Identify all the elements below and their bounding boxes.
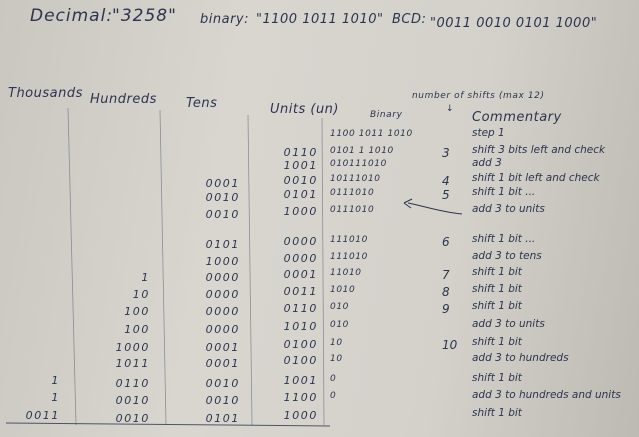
cell-un: 0010 <box>283 174 318 187</box>
cell-un: 1010 <box>283 320 318 333</box>
cell-bi: 010 <box>330 302 349 312</box>
cell-te: 0001 <box>205 341 240 354</box>
cell-bi: 0101 1 1010 <box>330 146 394 156</box>
cell-cm: add 3 to tens <box>472 250 542 262</box>
cell-te: 0010 <box>205 208 240 221</box>
cell-te: 0000 <box>205 288 240 301</box>
cell-te: 0000 <box>205 271 240 284</box>
cell-hu: 100 <box>124 323 150 336</box>
cell-sh: 5 <box>442 188 450 202</box>
cell-th: 0011 <box>25 409 60 422</box>
cell-un: 0110 <box>283 302 318 315</box>
decimal-label: Decimal: <box>30 6 114 26</box>
cell-th: 1 <box>51 374 60 387</box>
cell-te: 0000 <box>205 305 240 318</box>
col-binary: Binary <box>370 110 403 120</box>
col-hundreds: Hundreds <box>90 92 157 107</box>
col-shifts-arrow: ↓ <box>446 104 455 114</box>
cell-cm: shift 1 bit <box>472 283 522 295</box>
cell-bi: 0111010 <box>330 205 375 215</box>
cell-bi: 10111010 <box>330 174 381 184</box>
binary-value: "1100 1011 1010" <box>256 12 384 27</box>
cell-hu: 1000 <box>115 341 150 354</box>
cell-cm: shift 1 bit <box>472 336 522 348</box>
cell-cm: add 3 to units <box>472 318 545 330</box>
cell-cm: add 3 to hundreds and units <box>472 389 621 401</box>
cell-cm: shift 1 bit <box>472 300 522 312</box>
cell-hu: 100 <box>124 305 150 318</box>
cell-sh: 7 <box>442 268 450 282</box>
cell-un: 0101 <box>283 188 318 201</box>
cell-un: 1100 <box>283 391 318 404</box>
cell-un: 0001 <box>283 268 318 281</box>
cell-hu: 0010 <box>115 412 150 425</box>
cell-bi: 111010 <box>330 235 368 245</box>
cell-cm: step 1 <box>472 127 505 139</box>
cell-cm: add 3 <box>472 157 502 169</box>
cell-th: 1 <box>51 391 60 404</box>
cell-bi: 111010 <box>330 252 368 262</box>
cell-cm: add 3 to hundreds <box>472 352 569 364</box>
cell-bi: 0111010 <box>330 188 375 198</box>
decimal-value: "3258" <box>112 6 177 26</box>
cell-sh: 9 <box>442 302 450 316</box>
cell-bi: 10 <box>330 354 343 364</box>
cell-un: 1001 <box>283 159 318 172</box>
cell-un: 0000 <box>283 235 318 248</box>
col-shifts: number of shifts (max 12) <box>412 91 545 101</box>
cell-cm: shift 1 bit <box>472 266 522 278</box>
cell-cm: add 3 to units <box>472 203 545 215</box>
cell-sh: 6 <box>442 235 450 249</box>
cell-cm: shift 1 bit left and check <box>472 172 600 184</box>
cell-un: 0000 <box>283 252 318 265</box>
cell-un: 1000 <box>283 409 318 422</box>
cell-hu: 0010 <box>115 394 150 407</box>
cell-bi: 1100 1011 1010 <box>330 129 413 139</box>
cell-un: 0100 <box>283 354 318 367</box>
cell-te: 0010 <box>205 377 240 390</box>
bcd-value: "0011 0010 0101 1000" <box>430 16 598 31</box>
cell-cm: shift 1 bit ... <box>472 233 536 245</box>
cell-un: 1001 <box>283 374 318 387</box>
cell-te: 0010 <box>205 191 240 204</box>
col-thousands: Thousands <box>8 86 83 101</box>
binary-label: binary: <box>200 12 249 27</box>
bcd-label: BCD: <box>392 12 427 27</box>
cell-hu: 1011 <box>115 357 150 370</box>
cell-cm: shift 1 bit <box>472 407 522 419</box>
cell-sh: 8 <box>442 285 450 299</box>
cell-un: 0011 <box>283 285 318 298</box>
cell-un: 0110 <box>283 146 318 159</box>
cell-te: 0001 <box>205 177 240 190</box>
cell-bi: 010111010 <box>330 159 387 169</box>
cell-bi: 010 <box>330 320 349 330</box>
cell-bi: 10 <box>330 338 343 348</box>
col-units: Units (un) <box>270 102 339 117</box>
cell-bi: 1010 <box>330 285 356 295</box>
cell-te: 0101 <box>205 238 240 251</box>
cell-hu: 10 <box>132 288 150 301</box>
cell-un: 0100 <box>283 338 318 351</box>
cell-un: 1000 <box>283 205 318 218</box>
cell-hu: 0110 <box>115 377 150 390</box>
col-tens: Tens <box>186 96 218 111</box>
cell-cm: shift 1 bit ... <box>472 186 536 198</box>
cell-sh: 4 <box>442 174 450 188</box>
cell-bi: 0 <box>330 374 337 384</box>
cell-bi: 0 <box>330 391 337 401</box>
col-commentary: Commentary <box>472 110 562 125</box>
cell-te: 0010 <box>205 394 240 407</box>
cell-sh: 10 <box>442 338 458 352</box>
cell-hu: 1 <box>141 271 150 284</box>
cell-te: 0101 <box>205 412 240 425</box>
cell-sh: 3 <box>442 146 450 160</box>
cell-te: 1000 <box>205 255 240 268</box>
cell-te: 0000 <box>205 323 240 336</box>
cell-cm: shift 3 bits left and check <box>472 144 606 156</box>
cell-bi: 11010 <box>330 268 362 278</box>
cell-te: 0001 <box>205 357 240 370</box>
cell-cm: shift 1 bit <box>472 372 522 384</box>
